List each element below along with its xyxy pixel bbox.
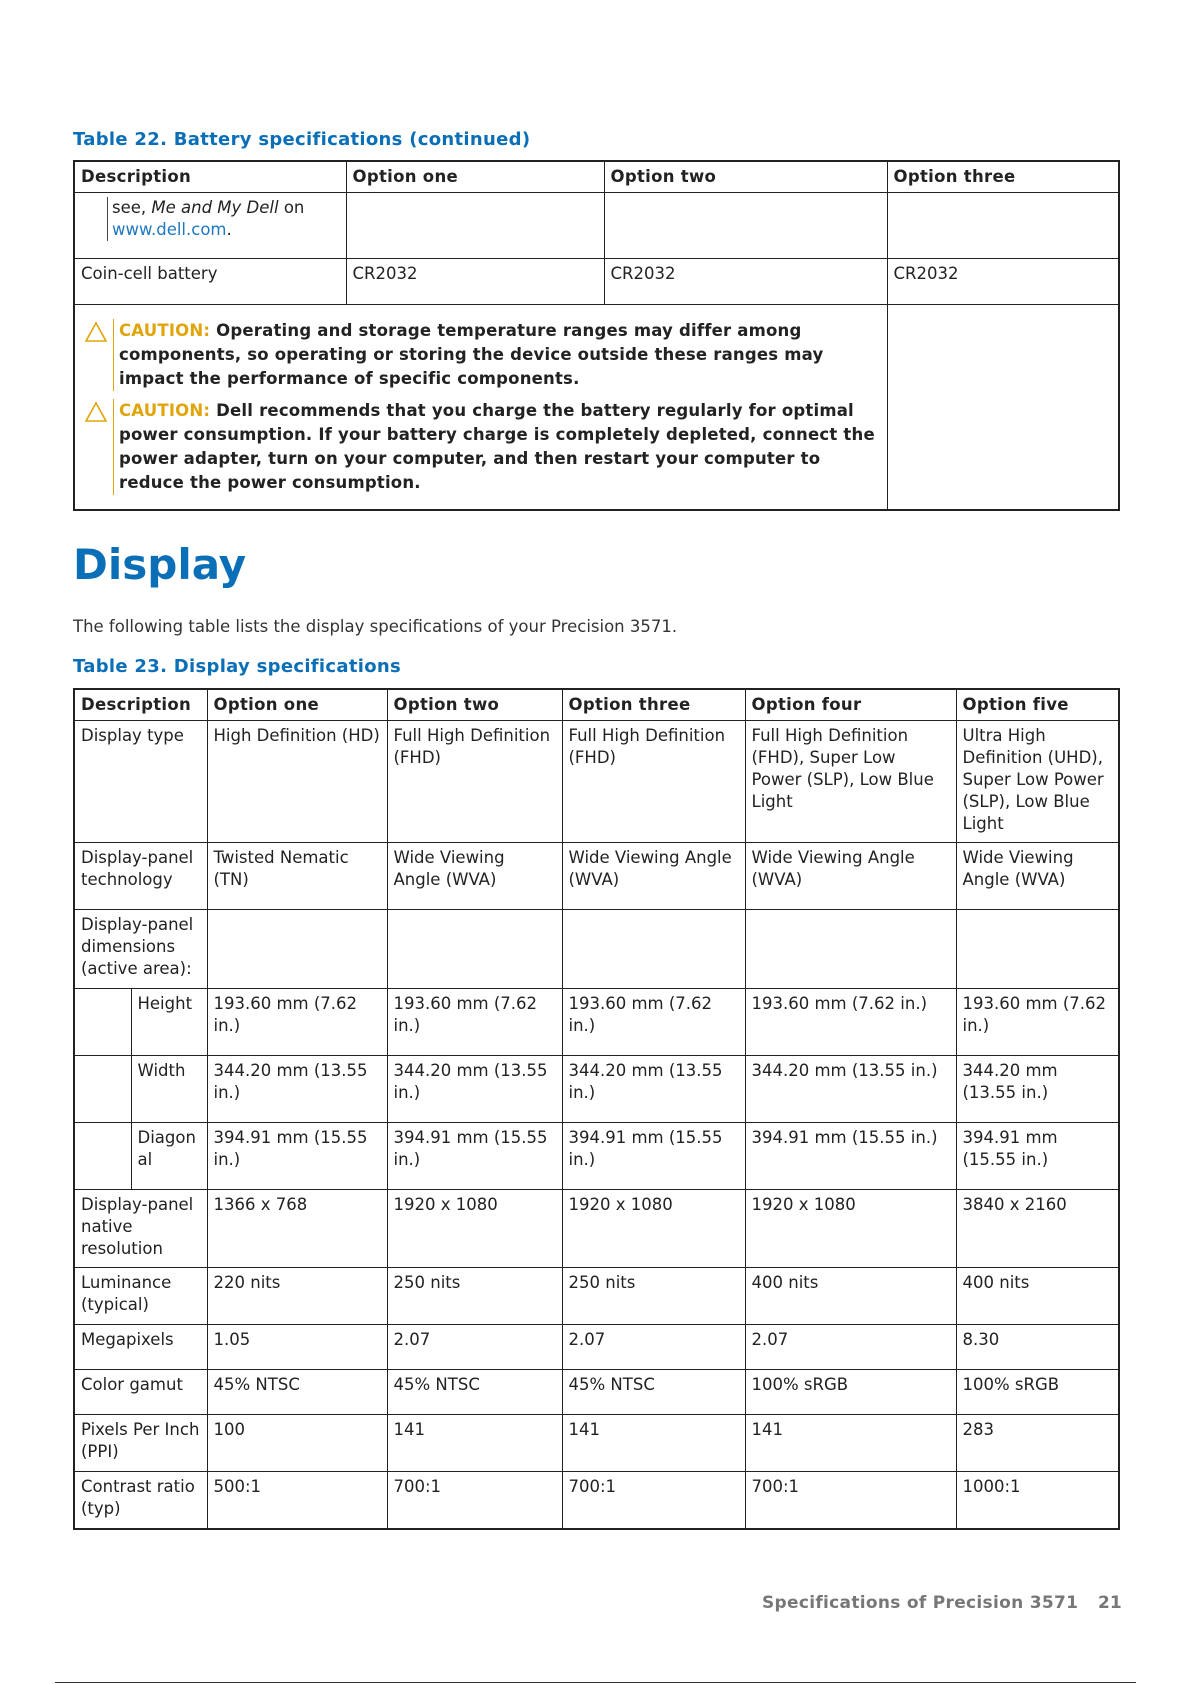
table-cell: 344.20 mm (13.55 in.) xyxy=(207,1056,387,1123)
table-cell: 394.91 mm (15.55 in.) xyxy=(956,1123,1119,1190)
table-cell: 394.91 mm (15.55 in.) xyxy=(387,1123,562,1190)
row-label: Pixels Per Inch (PPI) xyxy=(74,1415,207,1472)
table-cell: 100% sRGB xyxy=(956,1370,1119,1415)
column-header: Option two xyxy=(604,161,887,193)
table-cell: 141 xyxy=(745,1415,956,1472)
table-cell: 1920 x 1080 xyxy=(562,1190,745,1268)
table-row xyxy=(74,1190,1119,1268)
column-header: Option three xyxy=(887,161,1119,193)
table-row xyxy=(74,259,1119,305)
display-table-caption: Table 23. Display specifications xyxy=(73,656,401,677)
table-cell: Ultra High Definition (UHD), Super Low Power (SLP), Low Blue Light xyxy=(956,721,1119,843)
table-cell: Wide Viewing Angle (WVA) xyxy=(956,843,1119,910)
table-cell: Twisted Nematic (TN) xyxy=(207,843,387,910)
table-row xyxy=(74,989,1119,1056)
table-cell: Full High Definition (FHD), Super Low Power (SLP), Low Blue Light xyxy=(745,721,956,843)
table-cell: 283 xyxy=(956,1415,1119,1472)
table-cell: 2.07 xyxy=(562,1325,745,1370)
table-cell: Wide Viewing Angle (WVA) xyxy=(387,843,562,910)
warning-icon xyxy=(85,401,107,423)
row-label: Diagonal xyxy=(131,1123,207,1190)
row-label: Megapixels xyxy=(74,1325,207,1370)
row-label: Display-panel dimensions (active area): xyxy=(74,910,207,989)
table-cell: 100% sRGB xyxy=(745,1370,956,1415)
table-row xyxy=(74,1370,1119,1415)
table-cell: 193.60 mm (7.62 in.) xyxy=(745,989,956,1056)
table-cell: 1.05 xyxy=(207,1325,387,1370)
column-header: Description xyxy=(74,161,346,193)
caution-cell xyxy=(74,305,887,510)
table-cell: 3840 x 2160 xyxy=(956,1190,1119,1268)
column-header: Option one xyxy=(207,689,387,721)
table-cell: 700:1 xyxy=(745,1472,956,1529)
table-cell: 250 nits xyxy=(562,1268,745,1325)
table-cell: 394.91 mm (15.55 in.) xyxy=(745,1123,956,1190)
note-text: see, Me and My Dell on www.dell.com. xyxy=(107,197,340,241)
column-header: Option two xyxy=(387,689,562,721)
column-header: Option five xyxy=(956,689,1119,721)
note-cell xyxy=(74,193,346,259)
row-label: Display type xyxy=(74,721,207,843)
row-label: Height xyxy=(131,989,207,1056)
table-cell: 1920 x 1080 xyxy=(387,1190,562,1268)
table-row xyxy=(74,843,1119,910)
battery-spec-table xyxy=(73,160,1120,511)
table-cell: 400 nits xyxy=(745,1268,956,1325)
column-header: Option one xyxy=(346,161,604,193)
battery-table-caption: Table 22. Battery specifications (continued) xyxy=(73,129,531,150)
row-label: Contrast ratio (typ) xyxy=(74,1472,207,1529)
table-header-row xyxy=(74,161,1119,193)
column-header: Description xyxy=(74,689,207,721)
table-cell: 45% NTSC xyxy=(387,1370,562,1415)
table-cell: 394.91 mm (15.55 in.) xyxy=(207,1123,387,1190)
table-cell: 400 nits xyxy=(956,1268,1119,1325)
page-number: 21 xyxy=(1098,1593,1122,1613)
table-row xyxy=(74,193,1119,259)
table-cell: 193.60 mm (7.62 in.) xyxy=(207,989,387,1056)
table-cell: CR2032 xyxy=(604,259,887,305)
table-cell: 250 nits xyxy=(387,1268,562,1325)
table-cell: 500:1 xyxy=(207,1472,387,1529)
dell-website-link[interactable]: www.dell.com xyxy=(112,220,227,239)
caution-note: CAUTION: Dell recommends that you charge the battery regularly for optimal power consumption. If your battery charge is completely depleted, connect the power adapter, turn on your computer, and then restart your computer to reduce the power consumption. xyxy=(85,399,877,495)
table-cell: Full High Definition (FHD) xyxy=(387,721,562,843)
table-cell: 193.60 mm (7.62 in.) xyxy=(562,989,745,1056)
table-cell: Full High Definition (FHD) xyxy=(562,721,745,843)
table-header-row xyxy=(74,689,1119,721)
table-row xyxy=(74,721,1119,843)
caution-note: CAUTION: Operating and storage temperature ranges may differ among components, so operating or storing the device outside these ranges may impact the performance of specific components. xyxy=(85,319,877,391)
table-cell: 193.60 mm (7.62 in.) xyxy=(387,989,562,1056)
table-cell: 1920 x 1080 xyxy=(745,1190,956,1268)
row-label: Display-panel native resolution xyxy=(74,1190,207,1268)
table-cell: CR2032 xyxy=(346,259,604,305)
table-cell: Wide Viewing Angle (WVA) xyxy=(562,843,745,910)
table-cell: 100 xyxy=(207,1415,387,1472)
column-header: Option four xyxy=(745,689,956,721)
table-cell: 344.20 mm (13.55 in.) xyxy=(562,1056,745,1123)
section-heading: Display xyxy=(73,540,247,589)
table-cell: 2.07 xyxy=(387,1325,562,1370)
table-cell: 1366 x 768 xyxy=(207,1190,387,1268)
table-row xyxy=(74,1472,1119,1529)
column-header: Option three xyxy=(562,689,745,721)
table-cell: 2.07 xyxy=(745,1325,956,1370)
table-cell: 1000:1 xyxy=(956,1472,1119,1529)
row-label: Luminance (typical) xyxy=(74,1268,207,1325)
table-row xyxy=(74,1415,1119,1472)
footer-divider xyxy=(55,1682,1136,1683)
table-cell: 344.20 mm (13.55 in.) xyxy=(745,1056,956,1123)
table-cell: 141 xyxy=(562,1415,745,1472)
table-cell: 8.30 xyxy=(956,1325,1119,1370)
table-cell: 700:1 xyxy=(562,1472,745,1529)
table-row xyxy=(74,305,1119,510)
table-cell: Wide Viewing Angle (WVA) xyxy=(745,843,956,910)
table-row xyxy=(74,1056,1119,1123)
row-label: Coin-cell battery xyxy=(74,259,346,305)
row-label: Display-panel technology xyxy=(74,843,207,910)
table-row xyxy=(74,910,1119,989)
table-row xyxy=(74,1325,1119,1370)
table-cell: 45% NTSC xyxy=(207,1370,387,1415)
table-row xyxy=(74,1268,1119,1325)
row-label: Color gamut xyxy=(74,1370,207,1415)
table-row xyxy=(74,1123,1119,1190)
table-cell: CR2032 xyxy=(887,259,1119,305)
display-spec-table xyxy=(73,688,1120,1530)
section-intro: The following table lists the display specifications of your Precision 3571. xyxy=(73,617,678,636)
table-cell: 220 nits xyxy=(207,1268,387,1325)
warning-icon xyxy=(85,321,107,343)
footer-title: Specifications of Precision 3571 xyxy=(762,1593,1079,1613)
table-cell: 344.20 mm (13.55 in.) xyxy=(956,1056,1119,1123)
table-cell: 141 xyxy=(387,1415,562,1472)
table-cell: 193.60 mm (7.62 in.) xyxy=(956,989,1119,1056)
row-label: Width xyxy=(131,1056,207,1123)
table-cell: 700:1 xyxy=(387,1472,562,1529)
table-cell: 45% NTSC xyxy=(562,1370,745,1415)
table-cell: 394.91 mm (15.55 in.) xyxy=(562,1123,745,1190)
table-cell: 344.20 mm (13.55 in.) xyxy=(387,1056,562,1123)
table-cell: High Definition (HD) xyxy=(207,721,387,843)
